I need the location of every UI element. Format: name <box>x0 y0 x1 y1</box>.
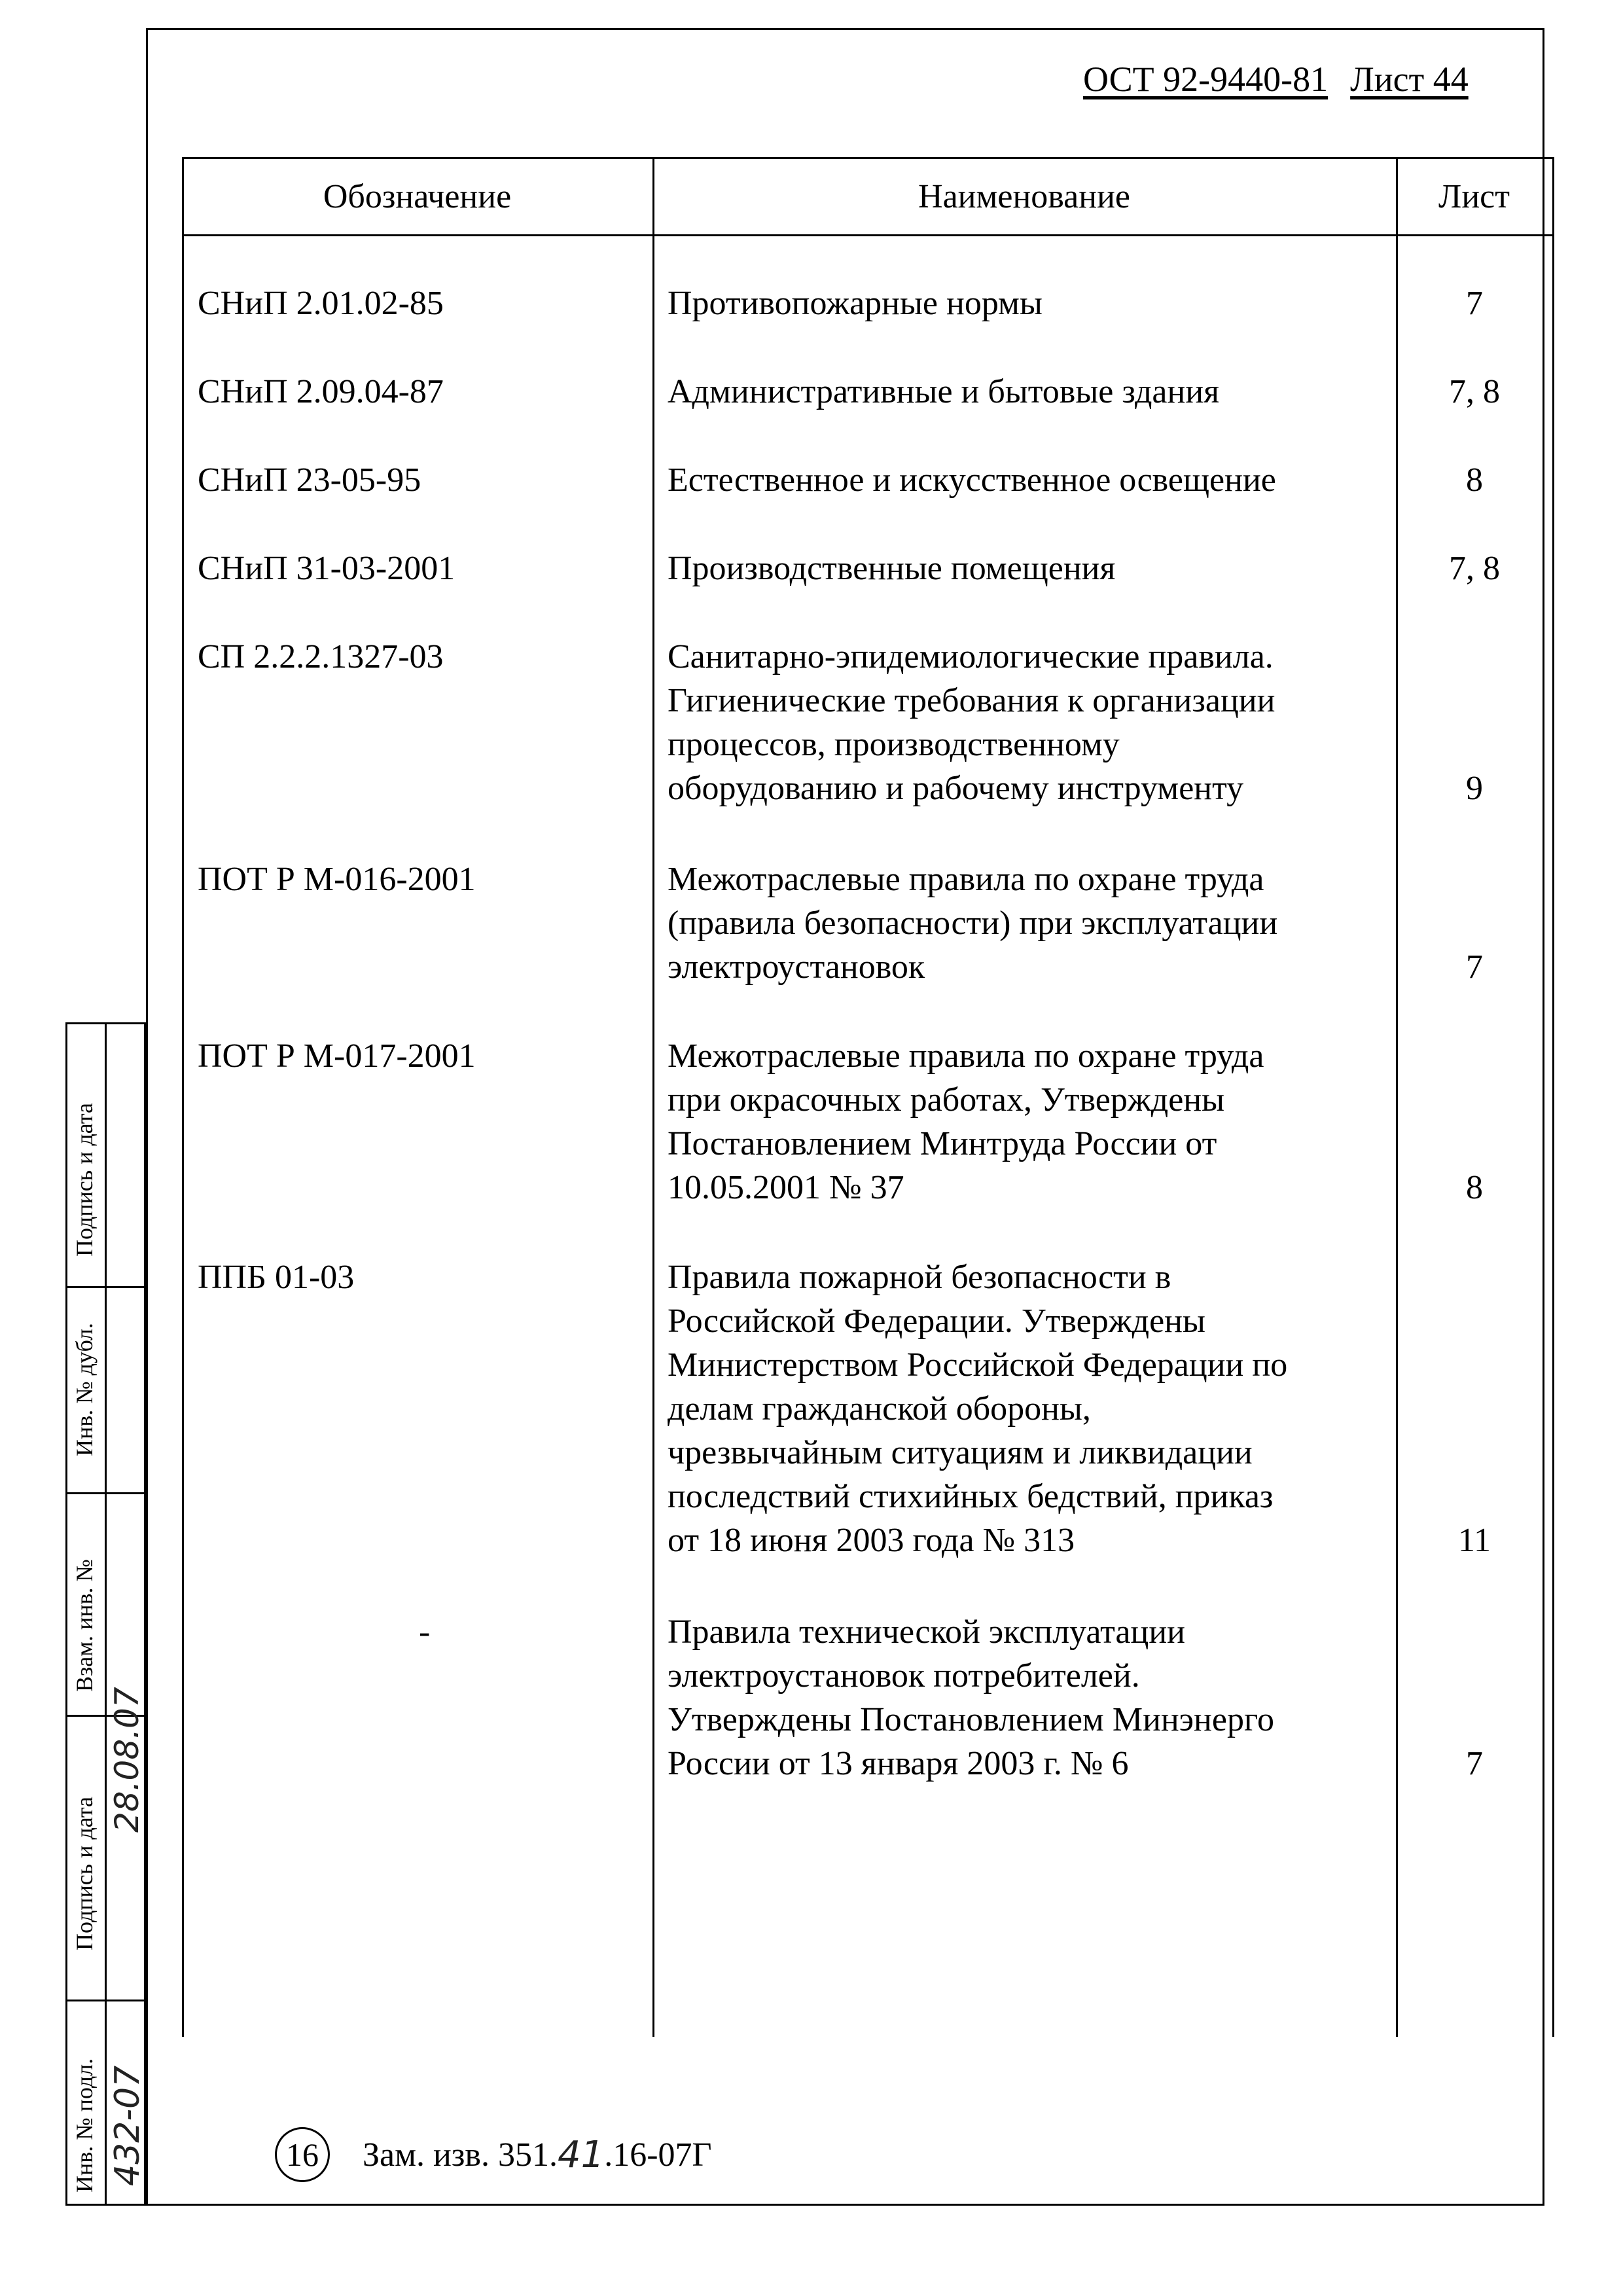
row-name-line: электроустановок потребителей. <box>668 1657 1140 1695</box>
row-name-line: при окрасочных работах, Утверждены <box>668 1081 1225 1119</box>
row-sheet: 7 <box>1466 1745 1483 1782</box>
row-sheet: 7 <box>1466 285 1483 322</box>
row-designation: СП 2.2.2.1327-03 <box>198 638 444 675</box>
row-sheet: 11 <box>1457 1522 1491 1559</box>
notice-suffix: .16-07Г <box>604 2136 712 2174</box>
row-name-line: Межотраслевые правила по охране труда <box>668 1037 1264 1075</box>
row-name-line: Правила технической эксплуатации <box>668 1613 1185 1651</box>
table-right-border <box>1552 157 1554 2037</box>
row-sheet: 7, 8 <box>1449 373 1500 410</box>
change-notice <box>275 2127 712 2182</box>
row-designation: СНиП 2.01.02-85 <box>198 285 444 322</box>
handwritten-inv-number: 432-07 <box>108 2065 147 2186</box>
row-designation: СНиП 31-03-2001 <box>198 550 455 587</box>
row-name-line: Производственные помещения <box>668 550 1116 587</box>
row-designation: - <box>419 1613 431 1651</box>
table-left-border <box>182 157 184 2037</box>
stamp-line <box>65 1492 146 1494</box>
stamp-label-signature-date-2: Подпись и дата <box>71 1797 98 1950</box>
doc-code-text: ОСТ 92-9440-81 <box>1083 60 1329 99</box>
row-sheet: 9 <box>1466 770 1483 807</box>
row-designation: СНиП 23-05-95 <box>198 461 421 499</box>
stamp-label-replaced-inv: Взам. инв. № <box>71 1559 98 1692</box>
row-name <box>668 281 1387 325</box>
column-header-name: Наименование <box>918 177 1130 215</box>
row-name <box>668 635 1387 810</box>
row-name-line: оборудованию и рабочему инструменту <box>668 770 1244 807</box>
row-name <box>668 1034 1387 1210</box>
row-designation: ПОТ Р М-016-2001 <box>198 861 476 898</box>
row-name-line: процессов, производственному <box>668 726 1120 763</box>
stamp-line <box>65 1286 146 1288</box>
row-sheet: 7, 8 <box>1449 550 1500 587</box>
row-name-line: Гигиенические требования к организации <box>668 682 1275 719</box>
row-name-line: Противопожарные нормы <box>668 285 1043 322</box>
row-name-line: Административные и бытовые здания <box>668 373 1220 410</box>
row-name-line: Санитарно-эпидемиологические правила. <box>668 638 1274 675</box>
row-name-line: Министерством Российской Федерации по <box>668 1346 1288 1384</box>
notice-handwritten: 41 <box>557 2133 605 2176</box>
row-name-line: 10.05.2001 № 37 <box>668 1169 904 1206</box>
row-designation: ППБ 01-03 <box>198 1259 355 1296</box>
row-name-line: Естественное и искусственное освещение <box>668 461 1276 499</box>
row-sheet: 8 <box>1466 461 1483 499</box>
row-name-line: последствий стихийных бедствий, приказ <box>668 1478 1274 1515</box>
row-name <box>668 1255 1387 1562</box>
sheet-number: Лист 44 <box>1350 60 1469 99</box>
row-designation: СНиП 2.09.04-87 <box>198 373 444 410</box>
row-name-line: Российской Федерации. Утверждены <box>668 1302 1205 1340</box>
stamp-label-signature-date: Подпись и дата <box>71 1103 98 1257</box>
row-name-line: чрезвычайным ситуациям и ликвидации <box>668 1434 1253 1471</box>
column-header-sheet: Лист <box>1438 177 1510 215</box>
column-header-designation: Обозначение <box>323 177 512 215</box>
table-col-divider-2 <box>1396 157 1398 2037</box>
stamp-label-inv-dup: Инв. № дубл. <box>71 1323 98 1456</box>
row-name-line: делам гражданской обороны, <box>668 1390 1091 1427</box>
stamp-line <box>65 2000 146 2001</box>
notice-prefix: Зам. изв. 351. <box>363 2136 558 2174</box>
table-col-divider-1 <box>652 157 654 2037</box>
row-name-line: России от 13 января 2003 г. № 6 <box>668 1745 1129 1782</box>
row-name-line: электроустановок <box>668 948 925 986</box>
row-name-line: Утверждены Постановлением Минэнерго <box>668 1701 1274 1738</box>
row-name <box>668 547 1387 590</box>
row-name-line: Правила пожарной безопасности в <box>668 1259 1171 1296</box>
row-name <box>668 1610 1387 1785</box>
row-sheet: 7 <box>1466 948 1483 986</box>
side-stamp-divider <box>105 1022 107 2206</box>
handwritten-signature-date: 28.08.07 <box>108 1687 146 1833</box>
change-number-circle: 16 <box>275 2127 330 2182</box>
document-code <box>1083 59 1469 99</box>
row-name-line: от 18 июня 2003 года № 313 <box>668 1522 1075 1559</box>
row-name-line: Постановлением Минтруда России от <box>668 1125 1217 1162</box>
row-name <box>668 370 1387 414</box>
row-designation: ПОТ Р М-017-2001 <box>198 1037 476 1075</box>
row-name <box>668 458 1387 502</box>
row-name <box>668 857 1387 989</box>
row-name-line: (правила безопасности) при эксплуатации <box>668 905 1278 942</box>
row-sheet: 8 <box>1466 1169 1483 1206</box>
stamp-label-inv-original: Инв. № подл. <box>71 2058 98 2193</box>
row-name-line: Межотраслевые правила по охране труда <box>668 861 1264 898</box>
